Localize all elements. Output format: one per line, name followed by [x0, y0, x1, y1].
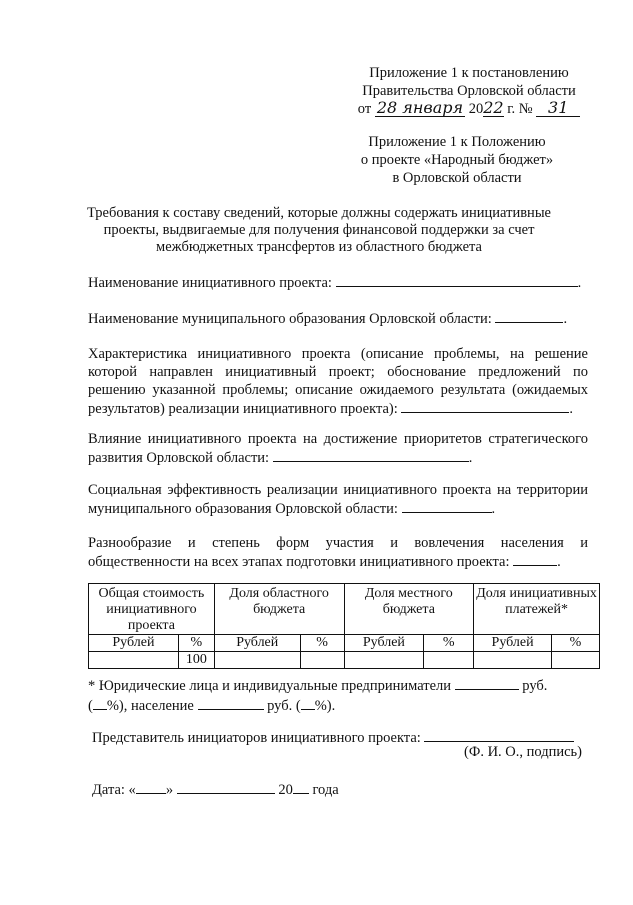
- date-line: [92, 780, 492, 799]
- cell-total-pct: 100: [178, 652, 214, 669]
- field-project-name-blank[interactable]: [336, 273, 578, 287]
- signature-hint: (Ф. И. О., подпись): [464, 744, 582, 760]
- regulation-line-3: в Орловской области: [392, 170, 522, 186]
- footnote-pct-end: %).: [314, 698, 336, 714]
- header-regional-share: Доля областного бюджета: [214, 584, 344, 635]
- footnote-rub-2: руб. (: [267, 698, 301, 714]
- field-municipality-blank[interactable]: [495, 309, 563, 323]
- cost-table: [88, 583, 600, 669]
- sub-regional-pct: %: [300, 635, 344, 652]
- field-social-effect: Социальная эффективность реализации инициативного проекта на территории муниципального образования Орловской области: .: [88, 482, 588, 517]
- year-suffix: г. №: [507, 101, 533, 117]
- header-total-cost: Общая стоимость инициативного проекта: [89, 584, 215, 635]
- sub-total-pct: %: [178, 635, 214, 652]
- sub-initiative-pct: %: [552, 635, 600, 652]
- footnote: [88, 676, 598, 716]
- cell-regional-rub[interactable]: [214, 652, 300, 669]
- handwritten-number: 31: [536, 100, 580, 117]
- title-line-1: Требования к составу сведений, которые должны содержать инициативные: [87, 205, 551, 221]
- sub-local-rub: Рублей: [344, 635, 424, 652]
- footnote-population-pct-blank[interactable]: [301, 696, 315, 710]
- header-initiative-payments: Доля инициативных платежей*: [474, 584, 600, 635]
- handwritten-year: 22: [483, 98, 504, 117]
- date-month-blank[interactable]: [177, 780, 275, 794]
- cell-total-rub[interactable]: [89, 652, 179, 669]
- field-influence: Влияние инициативного проекта на достижение приоритетов стратегического развития Орловской области: .: [88, 431, 588, 466]
- field-project-name-label: Наименование инициативного проекта:: [88, 275, 332, 291]
- field-characteristics: Характеристика инициативного проекта (описание проблемы, на решение которой направлен инициативный проект; обоснование предложений по решению указанной проблемы; описание ожидаемого результата (ожидаемых результатов) реализации инициативного проекта): .: [88, 346, 588, 417]
- footnote-pct-close: %), население: [106, 698, 194, 714]
- title-line-2: проекты, выдвигаемые для получения финансовой поддержки за счет: [103, 222, 535, 238]
- cell-local-pct[interactable]: [424, 652, 474, 669]
- representative-label: Представитель инициаторов инициативного проекта:: [92, 730, 421, 746]
- field-influence-blank[interactable]: [273, 448, 469, 462]
- regulation-header: [348, 133, 566, 187]
- cell-regional-pct[interactable]: [300, 652, 344, 669]
- year-prefix: 20: [468, 101, 484, 117]
- appendix-line-1: Приложение 1 к постановлению: [369, 65, 569, 81]
- title-line-3: межбюджетных трансфертов из областного бюджета: [156, 239, 482, 255]
- field-diversity-blank[interactable]: [513, 552, 557, 566]
- field-municipality: Наименование муниципального образования Орловской области: .: [88, 311, 568, 327]
- field-diversity: Разнообразие и степень форм участия и вовлечения населения и общественности на всех этапах подготовки инициативного проекта: .: [88, 535, 588, 570]
- cell-initiative-pct[interactable]: [552, 652, 600, 669]
- field-social-effect-label: Социальная эффективность реализации инициативного проекта на территории муниципального образования Орловской области:: [88, 482, 588, 517]
- footnote-population-rub-blank[interactable]: [198, 696, 264, 710]
- regulation-line-2: о проекте «Народный бюджет»: [360, 152, 554, 168]
- date-day-blank[interactable]: [136, 780, 166, 794]
- cell-local-rub[interactable]: [344, 652, 424, 669]
- footnote-text: * Юридические лица и индивидуальные предприниматели: [88, 678, 452, 694]
- field-project-name: Наименование инициативного проекта: .: [88, 275, 582, 291]
- footnote-rub-1: руб.: [522, 678, 548, 694]
- sub-initiative-rub: Рублей: [474, 635, 552, 652]
- representative-blank[interactable]: [424, 728, 574, 742]
- field-diversity-label: Разнообразие и степень форм участия и вовлечения населения и общественности на всех этапах подготовки инициативного проекта:: [88, 535, 588, 570]
- field-characteristics-label: Характеристика инициативного проекта (описание проблемы, на решение которой направлен инициативный проект; обоснование предложений по решению указанной проблемы; описание ожидаемого результата (ожидаемых результатов) реализации инициативного проекта):: [88, 346, 588, 417]
- handwritten-date: 28 января: [376, 98, 464, 117]
- field-characteristics-blank[interactable]: [401, 399, 569, 413]
- date-year-suffix: года: [312, 782, 339, 798]
- date-label: Дата: «: [92, 782, 136, 798]
- sub-regional-rub: Рублей: [214, 635, 300, 652]
- date-year-prefix: 20: [278, 782, 293, 798]
- header-local-share: Доля местного бюджета: [344, 584, 474, 635]
- document-title: [78, 205, 560, 256]
- field-social-effect-blank[interactable]: [402, 499, 492, 513]
- appendix-date-line: [330, 100, 608, 118]
- regulation-line-1: Приложение 1 к Положению: [368, 134, 546, 150]
- footnote-legal-rub-blank[interactable]: [455, 676, 519, 690]
- table-subheader-row: [89, 635, 600, 652]
- sub-local-pct: %: [424, 635, 474, 652]
- cell-initiative-rub[interactable]: [474, 652, 552, 669]
- date-year-blank[interactable]: [293, 780, 309, 794]
- footnote-pct-open: (: [88, 698, 93, 714]
- appendix-line-2: Правительства Орловской области: [362, 83, 576, 99]
- table-value-row: [89, 652, 600, 669]
- appendix-ot: от: [357, 101, 372, 117]
- field-municipality-label: Наименование муниципального образования Орловской области:: [88, 311, 492, 327]
- appendix-header: [330, 64, 608, 118]
- date-quote-close: »: [165, 782, 174, 798]
- field-influence-label: Влияние инициативного проекта на достижение приоритетов стратегического развития Орловской области:: [88, 431, 588, 466]
- table-header-row: [89, 584, 600, 635]
- sub-total-rub: Рублей: [89, 635, 179, 652]
- footnote-legal-pct-blank[interactable]: [93, 696, 107, 710]
